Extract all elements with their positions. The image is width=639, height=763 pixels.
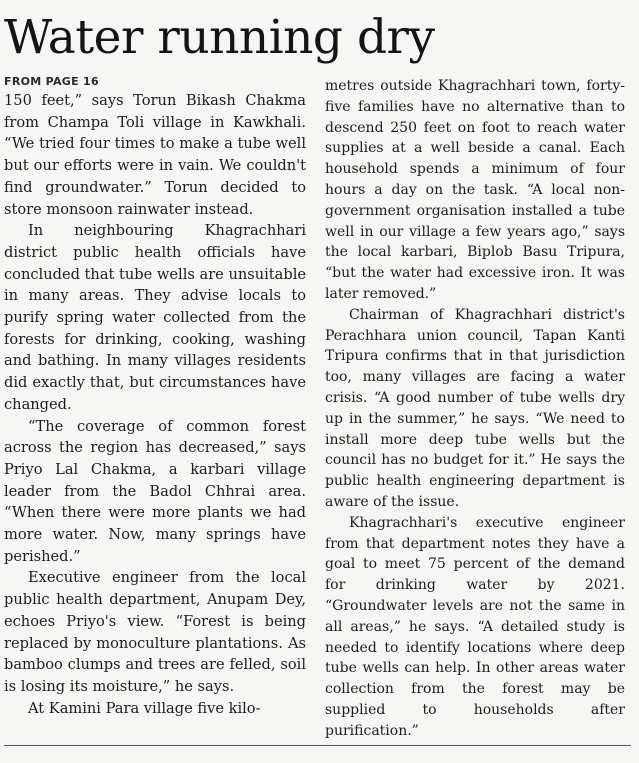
- paragraph: At Kamini Para village five kilo-: [28, 699, 261, 717]
- paragraph: In neighbouring Khagrachhari district public health officials have concluded that tube wells are unsuitable in many areas. They advise locals to purify spring water collected from the forests for drinking, cooking, washing and bathing. In many villages residents did exactly that, but circumstances have changed.: [4, 222, 307, 413]
- paragraph: 150 feet,” says Torun Bikash Chakma from Champa Toli village in Kawkhali. “We tried four times to make a tube well but our efforts were in vain. We couldn't find groundwater.” Torun decided to store monsoon rainwater instead.: [4, 92, 306, 218]
- paragraph: Executive engineer from the local public health department, Anupam Dey, echoes Priyo's view. “Forest is being replaced by monoculture plantations. As bamboo clumps and trees are felled, soil is losing its moisture,” he says.: [4, 569, 306, 695]
- continued-from-label: FROM PAGE 16: [4, 75, 99, 88]
- headline: Water running dry: [4, 10, 435, 65]
- paragraph: “The coverage of common forest across the region has decreased,” says Priyo Lal Chakma, a karbari village leader from the Badol Chhrai area. “When there were more plants we had more water. Now, many springs have perished.”: [4, 417, 306, 565]
- paragraph: Khagrachhari's executive engineer from that department notes they have a goal to meet 75 percent of the demand for drinking water by 2021. “Groundwater levels are not the same in all areas,” he says. “A detailed study is needed to identify locations where deep tube wells can help. In other areas water collection from the forest may be supplied to households after purification.”: [325, 514, 625, 739]
- paragraph: Chairman of Khagrachhari district's Perachhara union council, Tapan Kanti Tripura confirms that in that jurisdiction too, many villages are facing a water crisis. “A good number of tube wells dry up in the summer,” he says. “We need to install more deep tube wells but the council has no budget for it.” He says the public health engineering department is aware of the issue.: [325, 306, 625, 510]
- right-column: [325, 76, 625, 742]
- paragraph: metres outside Khagrachhari town, forty-five families have no alternative than to descend 250 feet on foot to reach water supplies at a well beside a canal. Each household spends a minimum of four hours a day on the task. “A local non-government organisation installed a tube well in our village a few years ago,” says the local karbari, Biplob Basu Tripura, “but the water had excessive iron. It was later removed.”: [325, 78, 625, 302]
- left-column: [4, 74, 306, 719]
- bottom-divider: [4, 745, 631, 746]
